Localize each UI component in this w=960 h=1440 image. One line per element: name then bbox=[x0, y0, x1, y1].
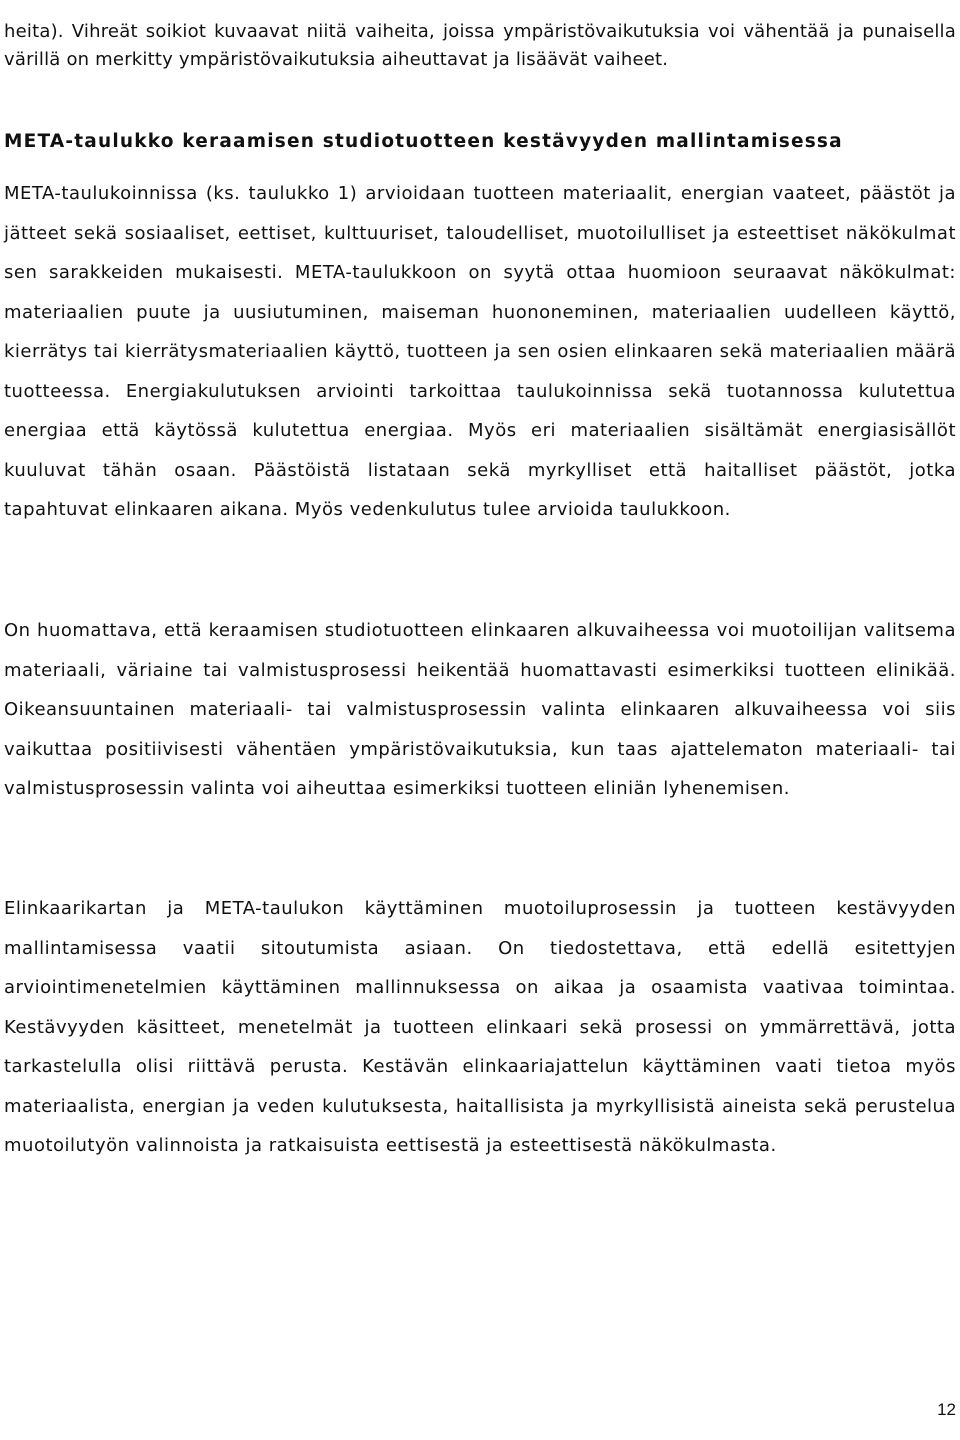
body-paragraph-lifecycle-choice: On huomattava, että keraamisen studiotuotteen elinkaaren alkuvaiheessa voi muotoilijan valitsema materiaali, väriaine tai valmistusprosessi heikentää huomattavasti esimerkiksi tuotteen elinikää. Oikeansuuntainen materiaali- tai valmistusprosessin valinta elinkaaren alkuvaiheessa voi siis vaikuttaa positiivisesti vähentäen ympäristövaikutuksia, kun taas ajattelematon materiaali- tai valmistusprosessin valinta voi aiheuttaa esimerkiksi tuotteen eliniän lyhenemisen. bbox=[4, 620, 956, 799]
body-paragraph-commitment: Elinkaarikartan ja META-taulukon käyttäminen muotoiluprosessin ja tuotteen kestävyyden mallintamisessa vaatii sitoutumista asiaan. On tiedostettava, että edellä esitettyjen arviointimenetelmien käyttäminen mallinnuksessa on aikaa ja osaamista vaativaa toimintaa. Kestävyyden käsitteet, menetelmät ja tuotteen elinkaari sekä prosessi on ymmärrettävä, jotta tarkastelulla olisi riittävä perusta. Kestävän elinkaariajattelun käyttäminen vaati tietoa myös materiaalista, energian ja veden kulutuksesta, haitallisista ja myrkyllisistä aineista sekä perustelua muotoilutyön valinnoista ja ratkaisuista eettisestä ja esteettisestä näkökulmasta. bbox=[4, 898, 956, 1156]
page-number: 12 bbox=[937, 1400, 956, 1419]
body-paragraph-meta-table: META-taulukoinnissa (ks. taulukko 1) arvioidaan tuotteen materiaalit, energian vaateet, päästöt ja jätteet sekä sosiaaliset, eettiset, kulttuuriset, taloudelliset, muotoilulliset ja esteettiset näkökulmat sen sarakkeiden mukaisesti. META-taulukkoon on syytä ottaa huomioon seuraavat näkökulmat: materiaalien puute ja uusiutuminen, maiseman huononeminen, materiaalien uudelleen käyttö, kierrätys tai kierrätysmateriaalien käyttö, tuotteen ja sen osien elinkaaren sekä materiaalien määrä tuotteessa. Energiakulutuksen arviointi tarkoittaa taulukoinnissa sekä tuotannossa kulutettua energiaa että käytössä kulutettua energiaa. Myös eri materiaalien sisältämät energiasisällöt kuuluvat tähän osaan. Päästöistä listataan sekä myrkylliset että haitalliset päästöt, jotka tapahtuvat elinkaaren aikana. Myös vedenkulutus tulee arvioida taulukkoon. bbox=[4, 183, 956, 520]
section-heading: META-taulukko keraamisen studiotuotteen kestävyyden mallintamisessa bbox=[4, 131, 843, 153]
document-page bbox=[4, 0, 956, 1440]
intro-paragraph: heita). Vihreät soikiot kuvaavat niitä vaiheita, joissa ympäristövaikutuksia voi vähentää ja punaisella värillä on merkitty ympäristövaikutuksia aiheuttavat ja lisäävät vaiheet. bbox=[4, 21, 956, 70]
